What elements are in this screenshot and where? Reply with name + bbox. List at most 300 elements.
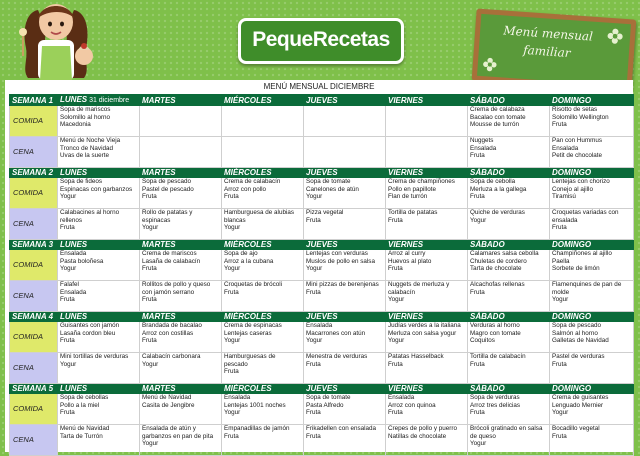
dish-text: Croquetas variadas con [552, 209, 619, 216]
dish-text: Sopa de mariscos [60, 106, 111, 113]
meal-cell [58, 106, 140, 137]
meal-cell [550, 394, 634, 425]
dish-text: Fruta [470, 152, 485, 160]
meal-cell [222, 353, 304, 384]
dish-text: Fruta [470, 409, 485, 417]
comida-row [10, 106, 634, 137]
dish-text: Fruta [552, 432, 567, 440]
meal-cell [58, 322, 140, 353]
meal-cell [222, 106, 304, 137]
day-header: VIERNES [386, 240, 468, 250]
dish-text: Yogur [224, 265, 241, 273]
comida-label: COMIDA [10, 394, 58, 425]
dish-text: Tortilla de patatas [388, 209, 438, 216]
meal-cell [468, 137, 550, 168]
meal-cell [222, 322, 304, 353]
meal-cell [468, 281, 550, 312]
dish-text: Espinacas con garbanzos [60, 185, 133, 193]
day-header: SÁBADO [468, 240, 550, 250]
dish-text: Patatas Hasselback [388, 353, 444, 360]
dish-text: Ensalada [388, 394, 415, 401]
dish-text: Arroz con quinoa [388, 401, 436, 409]
day-header: MIÉRCOLES [222, 95, 304, 106]
cena-row [10, 353, 634, 384]
meal-cell [386, 106, 468, 137]
dish-text: Yogur [306, 337, 323, 345]
day-header: LUNES [58, 384, 140, 394]
dish-text: Yogur [470, 216, 487, 224]
dish-text: calabacín [388, 288, 415, 296]
cena-label: CENA [10, 353, 58, 384]
meal-cell [386, 137, 468, 168]
dish-text: Crepes de pollo y puerro [388, 425, 457, 432]
day-header: SÁBADO [468, 168, 550, 178]
dish-text: Flamenquines de pan de [552, 281, 622, 288]
week-header-row [10, 95, 634, 106]
day-header: JUEVES [304, 312, 386, 322]
dish-text: Magro con tomate [470, 329, 521, 337]
meal-cell [58, 209, 140, 240]
day-header: DOMINGO [550, 95, 634, 106]
dish-text: ensalada [552, 216, 578, 224]
meal-cell [58, 353, 140, 384]
dish-text: Fruta [142, 296, 157, 304]
meal-cell [386, 425, 468, 456]
day-header: MARTES [140, 312, 222, 322]
dish-text: Sopa de tomate [306, 394, 351, 401]
meal-cell [386, 353, 468, 384]
dish-text: Solomillo Wellington [552, 113, 609, 121]
dish-text: blancas [224, 216, 246, 224]
dish-text: Fruta [306, 360, 321, 368]
meal-cell [386, 394, 468, 425]
meal-cell [58, 137, 140, 168]
dish-text: Calabacín carbonara [142, 353, 201, 360]
comida-label: COMIDA [10, 250, 58, 281]
flower-icon [481, 56, 498, 73]
dish-text: Fruta [306, 409, 321, 417]
day-header: VIERNES [386, 384, 468, 394]
day-header: MARTES [140, 168, 222, 178]
dish-text: Croquetas de brócoli [224, 281, 283, 288]
dish-text: Lentejas 1001 noches [224, 401, 286, 409]
dish-text: Casita de Jengibre [142, 401, 195, 409]
day-header: JUEVES [304, 240, 386, 250]
cena-row [10, 209, 634, 240]
meal-cell [550, 209, 634, 240]
cena-row [10, 425, 634, 456]
dish-text: Hamburguesas de [224, 353, 276, 360]
dish-text: rellenos [60, 216, 83, 224]
dish-text: Ensalada [60, 288, 87, 296]
day-header: MIÉRCOLES [222, 384, 304, 394]
dish-text: Fruta [552, 360, 567, 368]
meal-cell [140, 250, 222, 281]
dish-text: Nuggets [470, 137, 494, 144]
dish-text: Ensalada [60, 250, 87, 257]
dish-text: Mini pizzas de berenjenas [306, 281, 379, 288]
comida-row [10, 250, 634, 281]
meal-cell [222, 425, 304, 456]
meal-cell [386, 209, 468, 240]
dish-text: Arroz con pollo [224, 185, 266, 193]
meal-cell [222, 178, 304, 209]
meal-cell [550, 137, 634, 168]
week-label: SEMANA 5 [10, 384, 58, 394]
dish-text: Fruta [306, 216, 321, 224]
dish-text: Fruta [470, 360, 485, 368]
day-header: MARTES [140, 240, 222, 250]
dish-text: Fruta [470, 193, 485, 201]
dish-text: Empanadillas de jamón [224, 425, 290, 432]
dish-text: Ensalada de atún y [142, 425, 196, 432]
meal-cell [304, 137, 386, 168]
cena-label: CENA [10, 425, 58, 456]
cena-label: CENA [10, 137, 58, 168]
dish-text: Brandada de bacalao [142, 322, 202, 329]
dish-text: Bocadillo vegetal [552, 425, 600, 432]
dish-text: Judías verdes a la italiana [388, 322, 461, 329]
meal-cell [304, 281, 386, 312]
meal-cell [468, 250, 550, 281]
day-header: DOMINGO [550, 384, 634, 394]
dish-text: Frikadellen con ensalada [306, 425, 377, 432]
dish-text: Lentejas caseras [224, 329, 272, 337]
dish-text: Galletas de Navidad [552, 337, 609, 345]
dish-text: Falafel [60, 281, 79, 288]
meal-cell [304, 425, 386, 456]
meal-cell [222, 137, 304, 168]
dish-text: Fruta [142, 337, 157, 345]
dish-text: Lenguado Mernier [552, 401, 604, 409]
dish-text: Sopa de fideos [60, 178, 103, 185]
week-header-row [10, 240, 634, 250]
dish-text: Petit de chocolate [552, 152, 603, 160]
meal-cell [140, 137, 222, 168]
dish-text: Fruta [142, 193, 157, 201]
day-header: MARTES [140, 384, 222, 394]
dish-text: Calamares salsa cebolla [470, 250, 539, 257]
dish-text: Fruta [388, 409, 403, 417]
dish-text: Paella [552, 257, 570, 265]
menu-sheet [5, 80, 633, 452]
dish-text: Sopa de pescado [552, 322, 602, 329]
day-header: LUNES [58, 240, 140, 250]
day-date: 31 diciembre [87, 97, 130, 104]
day-header: DOMINGO [550, 168, 634, 178]
dish-text: Yogur [306, 265, 323, 273]
dish-text: Yogur [388, 296, 405, 304]
day-header: JUEVES [304, 95, 386, 106]
dish-text: Ensalada [306, 322, 333, 329]
dish-text: molde [552, 288, 570, 296]
dish-text: Fruta [552, 121, 567, 129]
meal-cell [468, 425, 550, 456]
meal-cell [550, 106, 634, 137]
meal-cell [58, 425, 140, 456]
dish-text: Lasaña cordon bleu [60, 329, 116, 337]
dish-text: Yogur [306, 193, 323, 201]
dish-text: Lentejas con verduras [306, 250, 368, 257]
meal-cell [140, 322, 222, 353]
day-header: MIÉRCOLES [222, 240, 304, 250]
day-header: MIÉRCOLES [222, 312, 304, 322]
dish-text: Yogur [224, 409, 241, 417]
dish-text: Lentejas con chorizo [552, 178, 610, 185]
dish-text: de queso [470, 432, 496, 440]
dish-text: Fruta [552, 224, 567, 232]
day-header: MARTES [140, 95, 222, 106]
meal-cell [550, 281, 634, 312]
header [0, 0, 640, 80]
week-label: SEMANA 3 [10, 240, 58, 250]
dish-text: Yogur [142, 360, 159, 368]
comida-label: COMIDA [10, 178, 58, 209]
comida-row [10, 322, 634, 353]
meal-cell [140, 106, 222, 137]
dish-text: Mousse de turrón [470, 121, 520, 129]
dish-text: Tiramisú [552, 193, 576, 201]
dish-text: Arroz al curry [388, 250, 426, 257]
dish-text: Fruta [224, 368, 239, 376]
meal-cell [550, 250, 634, 281]
meal-cell [468, 178, 550, 209]
dish-text: Yogur [224, 337, 241, 345]
dish-text: Arroz con costillas [142, 329, 194, 337]
meal-cell [58, 281, 140, 312]
meal-cell [386, 281, 468, 312]
dish-text: Crema de guisantes [552, 394, 609, 401]
dish-text: Pollo a la miel [60, 401, 100, 409]
day-header: JUEVES [304, 384, 386, 394]
page-title: MENÚ MENSUAL DICIEMBRE [263, 82, 375, 91]
day-header: JUEVES [304, 168, 386, 178]
dish-text: Menú de Navidad [142, 394, 192, 401]
dish-text: Canelones de atún [306, 185, 359, 193]
dish-text: Fruta [388, 216, 403, 224]
dish-text: Arroz a la cubana [224, 257, 274, 265]
dish-text: Bacalao con tomate [470, 113, 526, 121]
dish-text: Fruta [470, 288, 485, 296]
dish-text: Chuletas de cordero [470, 257, 527, 265]
dish-text: Yogur [60, 360, 77, 368]
chef-girl-illustration [8, 0, 104, 80]
dish-text: pescado [224, 360, 248, 368]
meal-cell [304, 178, 386, 209]
meal-cell [58, 178, 140, 209]
day-header: LUNES [58, 168, 140, 178]
dish-text: Crema de calabacín [224, 178, 281, 185]
day-header: VIERNES [386, 168, 468, 178]
meal-cell [386, 178, 468, 209]
dish-text: Fruta [388, 360, 403, 368]
dish-text: Huevos al plato [388, 257, 432, 265]
dish-text: Crema de calabaza [470, 106, 525, 113]
dish-text: Flan de turrón [388, 193, 428, 201]
meal-cell [304, 322, 386, 353]
dish-text: Tronco de Navidad [60, 144, 113, 152]
meal-cell [550, 425, 634, 456]
dish-text: Sopa de tomate [306, 178, 351, 185]
meal-cell [304, 250, 386, 281]
day-header: DOMINGO [550, 312, 634, 322]
dish-text: Fruta [60, 409, 75, 417]
day-header: SÁBADO [468, 95, 550, 106]
dish-text: Rollo de patatas y [142, 209, 193, 216]
dish-text: Sopa de verduras [470, 394, 520, 401]
meal-cell [304, 106, 386, 137]
dish-text: Pasta Alfredo [306, 401, 344, 409]
dish-text: Ensalada [224, 394, 251, 401]
meal-cell [468, 209, 550, 240]
dish-text: Solomillo al horno [60, 113, 111, 121]
dish-text: Brócoli gratinado en salsa [470, 425, 543, 432]
meal-cell [468, 106, 550, 137]
day-header: DOMINGO [550, 240, 634, 250]
dish-text: Sopa de pescado [142, 178, 192, 185]
meal-cell [222, 281, 304, 312]
week-label: SEMANA 2 [10, 168, 58, 178]
dish-text: Fruta [388, 265, 403, 273]
dish-text: Fruta [306, 432, 321, 440]
dish-text: Muslos de pollo en salsa [306, 257, 375, 265]
dish-text: Hamburguesa de alubias [224, 209, 295, 216]
dish-text: Rollitos de pollo y queso [142, 281, 211, 288]
day-header: LUNES [58, 312, 140, 322]
dish-text: Pizza vegetal [306, 209, 344, 216]
meal-cell [140, 425, 222, 456]
week-label: SEMANA 1 [10, 95, 58, 106]
dish-text: Yogur [60, 193, 77, 201]
dish-text: con jamón serrano [142, 288, 195, 296]
meal-cell [386, 322, 468, 353]
dish-text: Sopa de ajo [224, 250, 258, 257]
comida-label: COMIDA [10, 106, 58, 137]
day-header: VIERNES [386, 95, 468, 106]
dish-text: garbanzos en pan de pita [142, 432, 214, 440]
meal-cell [550, 353, 634, 384]
dish-text: Pastel de pescado [142, 185, 194, 193]
dish-text: Fruta [142, 265, 157, 273]
meal-cell [58, 250, 140, 281]
dish-text: espinacas [142, 216, 171, 224]
dish-text: Lasaña de calabacín [142, 257, 201, 265]
dish-text: Natillas de chocolate [388, 432, 447, 440]
meal-cell [222, 250, 304, 281]
dish-text: Crema de espinacas [224, 322, 282, 329]
day-header: MIÉRCOLES [222, 168, 304, 178]
dish-text: Crema de mariscos [142, 250, 197, 257]
dish-text: Pollo en papillote [388, 185, 436, 193]
meal-cell [468, 394, 550, 425]
dish-text: Uvas de la suerte [60, 152, 110, 160]
logo: PequeRecetas [238, 18, 404, 64]
meal-cell [140, 394, 222, 425]
dish-text: Mini tortillas de verduras [60, 353, 129, 360]
dish-text: Verduras al horno [470, 322, 520, 329]
meal-cell [304, 394, 386, 425]
dish-text: Salmón al horno [552, 329, 598, 337]
meal-cell [304, 353, 386, 384]
dish-text: Tarta de Turrón [60, 432, 103, 440]
meal-cell [550, 178, 634, 209]
dish-text: Yogur [142, 440, 159, 448]
meal-cell [140, 178, 222, 209]
dish-text: Menestra de verduras [306, 353, 368, 360]
dish-text: Nuggets de merluza y [388, 281, 450, 288]
cena-row [10, 137, 634, 168]
dish-text: Yogur [224, 224, 241, 232]
day-header: SÁBADO [468, 312, 550, 322]
comida-label: COMIDA [10, 322, 58, 353]
dish-text: Tarta de chocolate [470, 265, 522, 273]
dish-text: Quiche de verduras [470, 209, 525, 216]
dish-text: Fruta [224, 193, 239, 201]
dish-text: Yogur [470, 440, 487, 448]
dish-text: Menú de Noche Vieja [60, 137, 121, 144]
dish-text: Yogur [142, 224, 159, 232]
dish-text: Yogur [552, 296, 569, 304]
dish-text: Pasta boloñesa [60, 257, 104, 265]
dish-text: Arroz tres delicias [470, 401, 521, 409]
meal-cell [468, 322, 550, 353]
dish-text: Sopa de cebollas [60, 394, 109, 401]
meal-cell [140, 281, 222, 312]
dish-text: Fruta [306, 288, 321, 296]
dish-text: Pastel de verduras [552, 353, 605, 360]
dish-text: Ensalada [552, 144, 579, 152]
dish-text: Tortilla de calabacín [470, 353, 526, 360]
meal-cell [550, 322, 634, 353]
cena-label: CENA [10, 281, 58, 312]
dish-text: Fruta [60, 224, 75, 232]
week-header-row [10, 384, 634, 394]
comida-row [10, 394, 634, 425]
cena-row [10, 281, 634, 312]
meal-cell [58, 394, 140, 425]
dish-text: Conejo al ajillo [552, 185, 593, 193]
monthly-menu-table [9, 94, 634, 456]
week-header-row [10, 168, 634, 178]
dish-text: Coquitos [470, 337, 495, 345]
dish-text: Menú de Navidad [60, 425, 110, 432]
dish-text: Crema de champiñones [388, 178, 455, 185]
week-label: SEMANA 4 [10, 312, 58, 322]
comida-row [10, 178, 634, 209]
day-header: VIERNES [386, 312, 468, 322]
meal-cell [304, 209, 386, 240]
dish-text: Ensalada [470, 144, 497, 152]
day-header: LUNES 31 diciembre [58, 95, 140, 106]
dish-text: Macedonia [60, 121, 91, 129]
meal-cell [222, 394, 304, 425]
meal-cell [386, 250, 468, 281]
dish-text: Yogur [388, 337, 405, 345]
dish-text: Risotto de setas [552, 106, 598, 113]
dish-text: Pan con Hummus [552, 137, 603, 144]
dish-text: Fruta [224, 288, 239, 296]
dish-text: Yogur [552, 409, 569, 417]
week-header-row [10, 312, 634, 322]
dish-text: Fruta [60, 296, 75, 304]
dish-text: Calabacines al horno [60, 209, 120, 216]
dish-text: Fruta [224, 432, 239, 440]
cena-label: CENA [10, 209, 58, 240]
dish-text: Sopa de cebolla [470, 178, 516, 185]
board-text: Menú mensual familiar [502, 23, 594, 61]
dish-text: Yogur [60, 265, 77, 273]
dish-text: Fruta [60, 337, 75, 345]
